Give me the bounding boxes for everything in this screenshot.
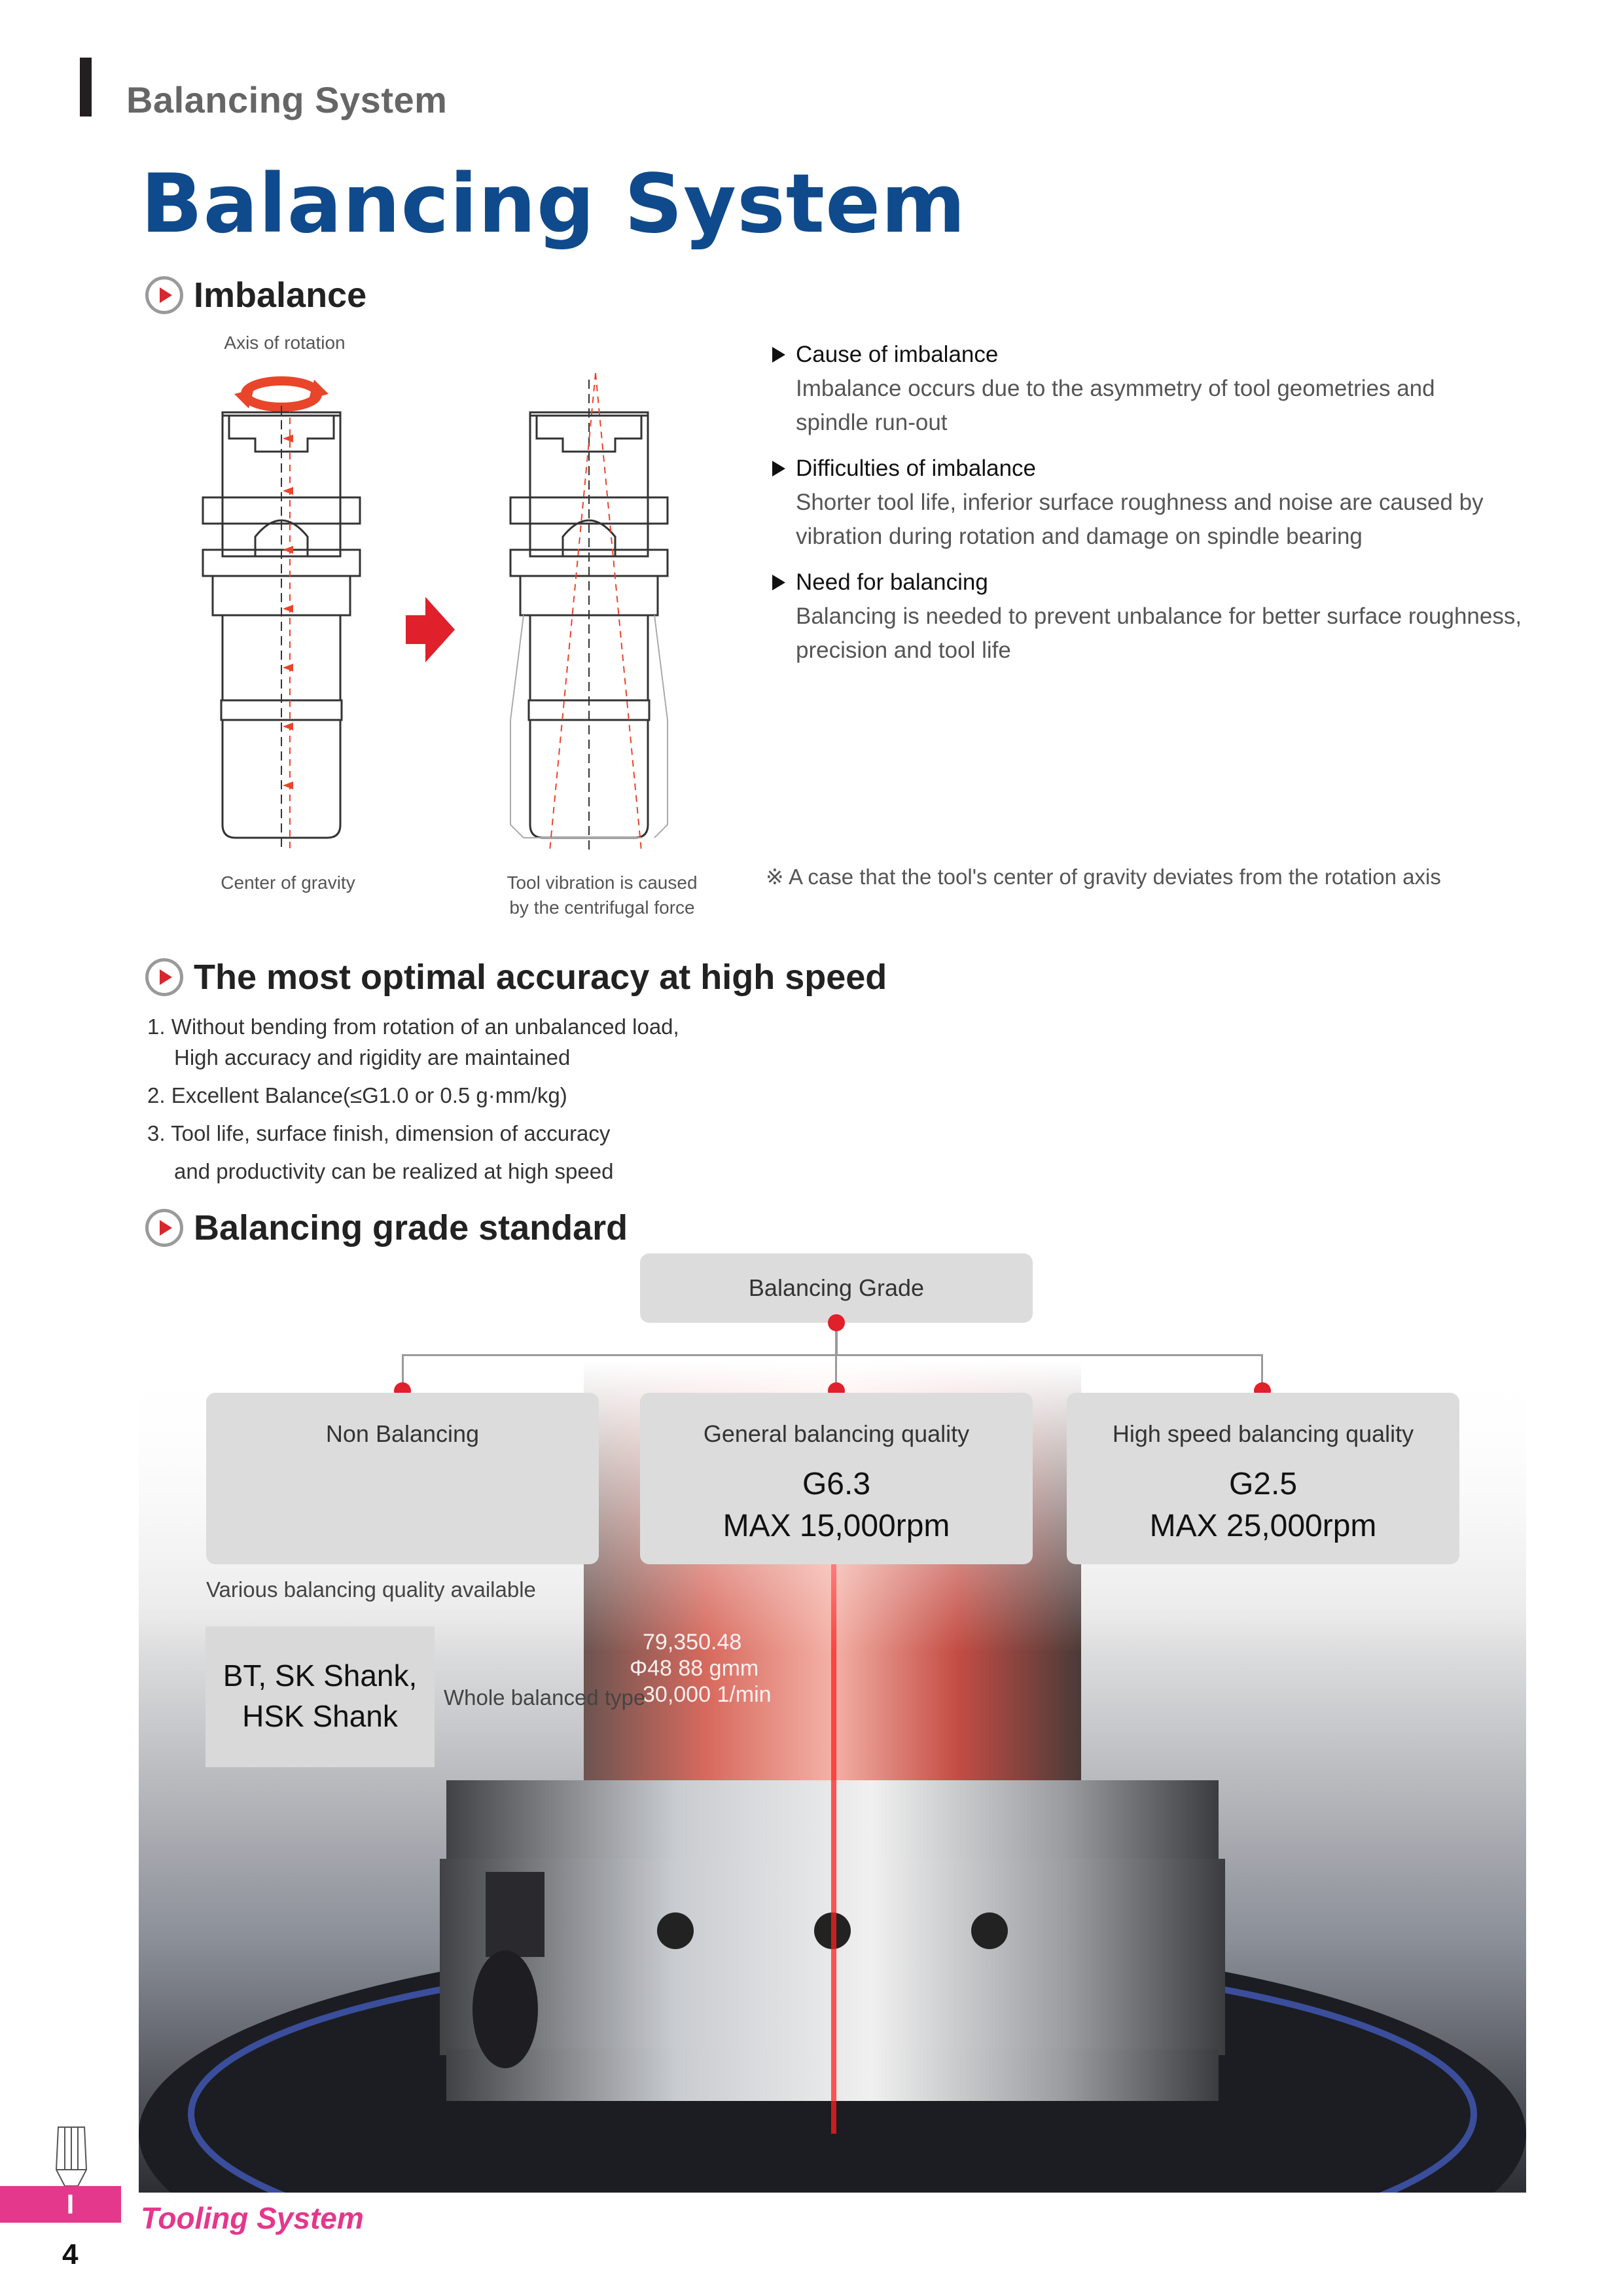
section-title: Balancing grade standard [194,1208,628,1247]
connector-line [402,1354,1263,1356]
accuracy-item: 1. Without bending from rotation of an unbalanced load, [147,1014,679,1039]
collet-icon [48,2124,94,2189]
shank-line: HSK Shank [242,1699,398,1733]
grade-box-label: General balancing quality [703,1420,970,1447]
bullet-body: spindle run-out [796,410,948,435]
bullet-title: Need for balancing [796,569,988,595]
grade-box-value: G6.3 [802,1467,871,1501]
photo-text-line: 79,350.48 [643,1630,742,1655]
whole-balanced-text: Whole balanced type [444,1685,646,1710]
accuracy-item: High accuracy and rigidity are maintained [174,1045,571,1069]
photo-text-line: Φ48 88 gmm [630,1656,759,1681]
play-circle-icon [145,958,183,996]
grade-box-value: MAX 25,000rpm [1149,1509,1377,1543]
grade-box-label: Non Balancing [325,1420,480,1447]
grade-root-box [640,1253,1033,1323]
header-bar [80,58,92,117]
arrow-right-icon [406,597,455,662]
triangle-bullet-icon [772,347,785,363]
section-title: The most optimal accuracy at high speed [194,958,887,997]
vibration-label [471,870,733,920]
bullet-title: Cause of imbalance [796,342,999,367]
accuracy-item: and productivity can be realized at high speed [174,1159,614,1183]
bullet-cause [772,342,1531,440]
bullet-body: vibration during rotation and damage on spindle bearing [796,524,1363,549]
header-section-label: Balancing System [126,79,448,120]
bullet-body: Balancing is needed to prevent unbalance for better surface roughness, [796,603,1522,629]
grade-box-non-balancing [206,1393,599,1564]
rotation-arrow-icon [234,380,329,408]
axis-label: Axis of rotation [224,332,346,353]
page-title: Balancing System [141,157,967,251]
grade-box-value: MAX 15,000rpm [722,1509,950,1543]
bullet-body: precision and tool life [796,637,1011,663]
footer-tab [0,2186,121,2223]
play-circle-icon [145,276,183,314]
shank-box [205,1626,435,1767]
section-accuracy [145,957,887,997]
footer-tab-label: I [66,2189,75,2219]
grade-box-label: High speed balancing quality [1112,1420,1414,1447]
vibration-label-line: Tool vibration is caused [507,872,698,893]
connector-dot [828,1314,845,1331]
bullet-difficulties [772,456,1531,554]
play-circle-icon [145,1209,183,1247]
grade-box-value: G2.5 [1228,1467,1298,1501]
shank-line: BT, SK Shank, [223,1659,418,1693]
gravity-label: Center of gravity [221,872,355,893]
accuracy-item: 3. Tool life, surface finish, dimension of accuracy [147,1121,611,1145]
bullet-body: Shorter tool life, inferior surface roughness and noise are caused by [796,490,1484,515]
triangle-bullet-icon [772,575,785,590]
section-title: Imbalance [194,276,367,315]
bullet-body: Imbalance occurs due to the asymmetry of tool geometries and [796,376,1435,401]
vibration-label-line: by the centrifugal force [509,897,695,918]
grade-box-general [640,1393,1033,1564]
photo-text-line: 30,000 1/min [643,1682,772,1707]
section-imbalance [145,275,366,315]
various-quality-text: Various balancing quality available [206,1577,536,1602]
grade-root-label: Balancing Grade [748,1274,925,1301]
tool-imbalance-diagram [183,353,707,864]
imbalance-note: ※ A case that the tool's center of gravity deviates from the rotation axis [766,865,1441,889]
footer-brand: Tooling System [141,2201,364,2235]
page-number: 4 [62,2238,79,2270]
section-grade [145,1208,628,1248]
triangle-bullet-icon [772,461,785,476]
accuracy-item: 2. Excellent Balance(≤G1.0 or 0.5 g·mm/kg) [147,1083,567,1107]
bullet-need [772,569,1531,668]
grade-box-high-speed [1067,1393,1459,1564]
gravity-arrows [283,435,293,789]
bullet-title: Difficulties of imbalance [796,456,1037,481]
